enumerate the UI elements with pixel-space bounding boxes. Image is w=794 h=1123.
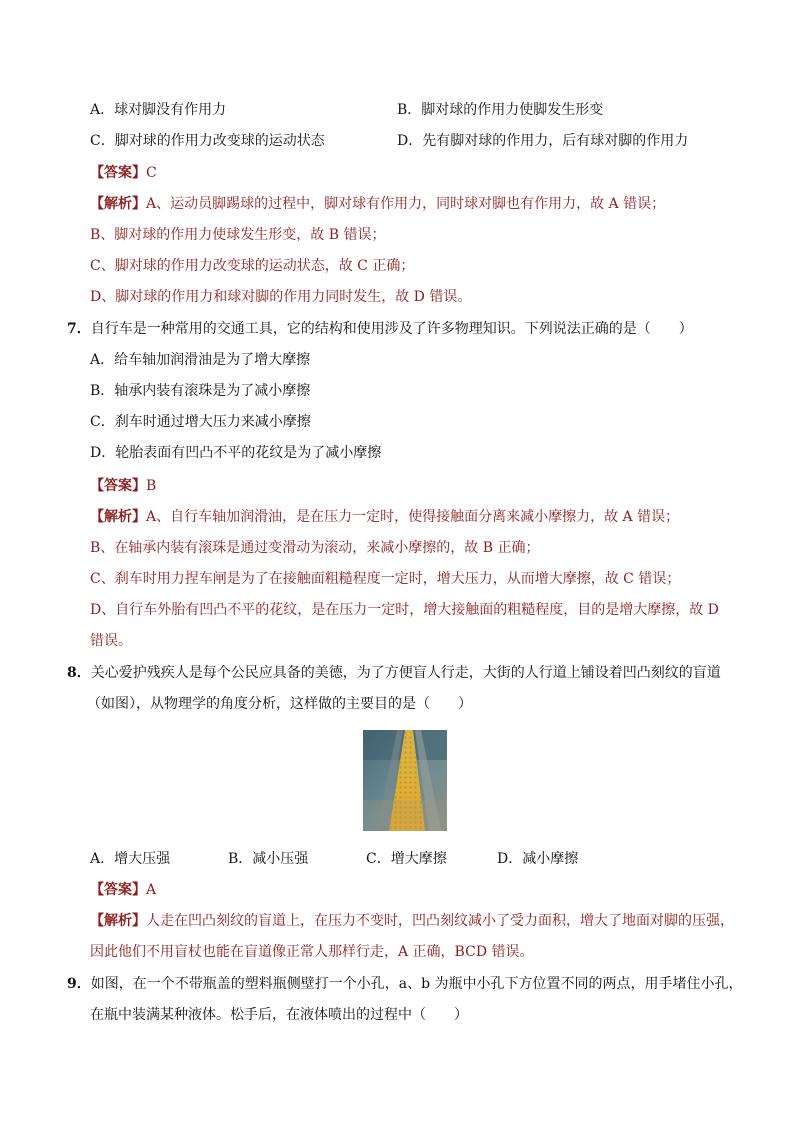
analysis-text: A、运动员脚踢球的过程中，脚对球有作用力，同时球对脚也有作用力，故 A 错误； — [146, 196, 666, 212]
answer-tag: 【答案】 — [90, 165, 146, 181]
analysis-text: A、自行车轴加润滑油，是在压力一定时，使得接触面分离来减小摩擦力，故 A 错误； — [146, 509, 680, 525]
question-number: 9． — [67, 976, 91, 992]
question-text: 关心爱护残疾人是每个公民应具备的美德，为了方便盲人行走，大街的人行道上铺设着凹凸刻纹的盲道 — [90, 665, 721, 681]
q6-option-a: A．球对脚没有作用力 — [90, 102, 227, 118]
analysis-tag: 【解析】 — [90, 196, 146, 212]
q6-analysis-line — [90, 194, 665, 214]
q8-stem-cont: （如图），从物理学的角度分析，这样做的主要目的是（ ） — [87, 696, 472, 712]
q9-stem — [67, 974, 743, 994]
analysis-text: 人走在凹凸刻纹的盲道上，在压力不变时，凹凸刻纹减小了受力面积，增大了地面对脚的压强， — [146, 913, 734, 929]
answer-value: C — [146, 165, 157, 181]
q7-option-a: A．给车轴加润滑油是为了增大摩擦 — [90, 352, 311, 368]
q8-option-d: D．减小摩擦 — [497, 851, 579, 867]
q7-analysis-line: C、刹车时用力捏车闸是为了在接触面粗糙程度一定时，增大压力，从而增大摩擦，故 C 错误； — [90, 571, 681, 587]
q7-analysis-line: D、自行车外胎有凹凸不平的花纹，是在压力一定时，增大接触面的粗糙程度，目的是增大摩擦，故 D — [90, 602, 719, 618]
analysis-tag: 【解析】 — [90, 913, 146, 929]
q8-answer — [90, 880, 156, 900]
answer-tag: 【答案】 — [90, 478, 146, 494]
q7-analysis-line: B、在轴承内装有滚珠是通过变滑动为滚动，来减小摩擦的，故 B 正确； — [90, 540, 540, 556]
q7-answer — [90, 476, 156, 496]
q8-option-c: C．增大摩擦 — [366, 851, 447, 867]
q8-stem — [67, 663, 721, 683]
q6-answer — [90, 163, 157, 183]
q7-analysis-line — [90, 507, 679, 527]
q6-analysis-line: B、脚对球的作用力使球发生形变，故 B 错误； — [90, 227, 386, 243]
q7-stem — [67, 319, 693, 339]
q8-option-b: B．减小压强 — [228, 851, 309, 867]
q6-option-d: D．先有脚对球的作用力，后有球对脚的作用力 — [397, 133, 689, 149]
question-number: 7． — [67, 321, 91, 337]
q7-option-b: B．轴承内装有滚珠是为了减小摩擦 — [90, 383, 311, 399]
q6-analysis-line: C、脚对球的作用力改变球的运动状态，故 C 正确； — [90, 258, 415, 274]
q6-analysis-line: D、脚对球的作用力和球对脚的作用力同时发生，故 D 错误。 — [90, 289, 472, 305]
answer-value: A — [146, 882, 157, 898]
analysis-tag: 【解析】 — [90, 509, 146, 525]
q8-analysis-line: 因此他们不用盲杖也能在盲道像正常人那样行走，A 正确，BCD 错误。 — [90, 944, 534, 960]
answer-tag: 【答案】 — [90, 882, 146, 898]
q9-stem-cont: 在瓶中装满某种液体。松手后，在液体喷出的过程中（ ） — [90, 1007, 468, 1023]
q8-option-a: A．增大压强 — [90, 851, 171, 867]
q7-option-d: D．轮胎表面有凹凸不平的花纹是为了减小摩擦 — [90, 445, 382, 461]
q6-option-b: B．脚对球的作用力使脚发生形变 — [397, 102, 604, 118]
q7-analysis-line: 错误。 — [90, 633, 132, 649]
question-text: 如图，在一个不带瓶盖的塑料瓶侧壁打一个小孔，a、b 为瓶中小孔下方位置不同的两点，用手堵住小孔， — [90, 976, 743, 992]
q6-option-c: C．脚对球的作用力改变球的运动状态 — [90, 133, 325, 149]
answer-value: B — [146, 478, 157, 494]
q8-analysis-line — [90, 911, 734, 931]
tactile-paving-photo — [363, 730, 447, 831]
question-text: 自行车是一种常用的交通工具，它的结构和使用涉及了许多物理知识。下列说法正确的是（ ） — [90, 321, 693, 337]
q7-option-c: C．刹车时通过增大压力来减小摩擦 — [90, 414, 311, 430]
question-number: 8． — [67, 665, 91, 681]
